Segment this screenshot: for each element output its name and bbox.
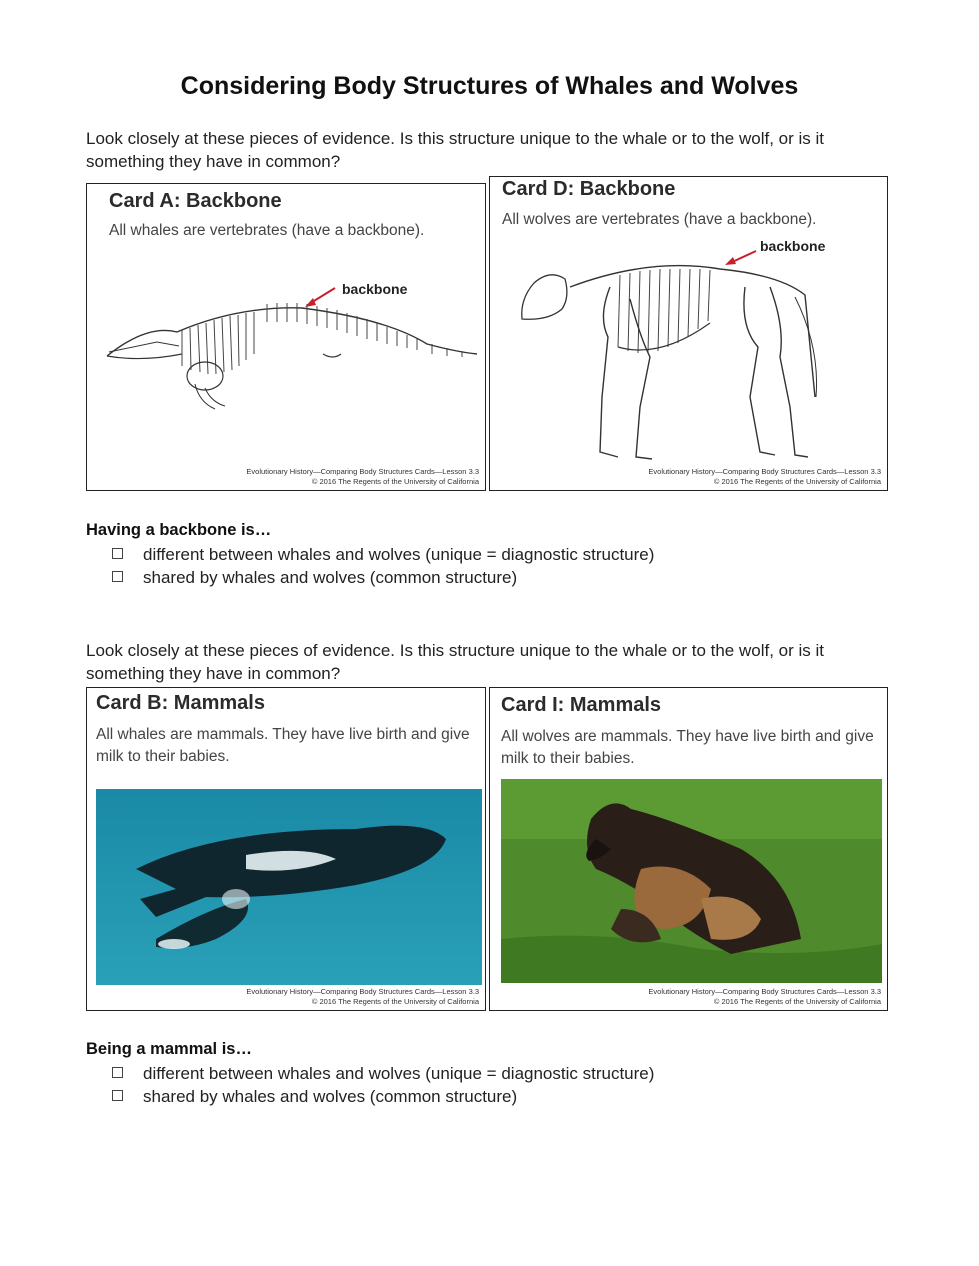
wolf-with-pups-photo xyxy=(501,779,882,983)
card-d-credit xyxy=(648,467,881,487)
question-1-option-shared[interactable] xyxy=(112,568,517,588)
question-2-heading: Being a mammal is… xyxy=(86,1040,252,1058)
card-b xyxy=(86,687,486,1011)
card-i-credit-line1: Evolutionary History—Comparing Body Structures Cards—Lesson 3.3 xyxy=(648,987,881,996)
intro-text-1: Look closely at these pieces of evidence. Is this structure unique to the whale or to the wolf, or is it something they have in common? xyxy=(86,129,825,171)
card-d-desc: All wolves are vertebrates (have a backbone). xyxy=(502,211,817,228)
question-2-option-different[interactable] xyxy=(112,1064,654,1084)
card-i-credit-line2: © 2016 The Regents of the University of California xyxy=(713,997,881,1006)
card-d-backbone-label: backbone xyxy=(760,238,826,254)
card-i-credit xyxy=(648,987,881,1007)
card-b-title: Card B: Mammals xyxy=(96,692,265,714)
card-d xyxy=(489,176,888,491)
question-2-option-shared[interactable] xyxy=(112,1087,517,1107)
card-b-credit-line1: Evolutionary History—Comparing Body Structures Cards—Lesson 3.3 xyxy=(246,987,479,996)
question-1-heading: Having a backbone is… xyxy=(86,521,272,539)
card-a-desc: All whales are vertebrates (have a backbone). xyxy=(109,222,425,239)
card-a-title: Card A: Backbone xyxy=(109,190,282,212)
card-a-credit xyxy=(246,467,479,487)
wolf-skeleton-illustration xyxy=(490,247,888,467)
checkbox-icon[interactable] xyxy=(112,548,123,559)
card-i xyxy=(489,687,888,1011)
card-b-credit-line2: © 2016 The Regents of the University of California xyxy=(311,997,479,1006)
checkbox-icon[interactable] xyxy=(112,571,123,582)
card-a-credit-line1: Evolutionary History—Comparing Body Structures Cards—Lesson 3.3 xyxy=(246,467,479,476)
card-b-desc: All whales are mammals. They have live birth and give milk to their babies. xyxy=(96,726,470,765)
card-a-backbone-label: backbone xyxy=(342,281,408,297)
question-1-option-different[interactable] xyxy=(112,545,654,565)
card-d-credit-line1: Evolutionary History—Comparing Body Structures Cards—Lesson 3.3 xyxy=(648,467,881,476)
orca-photo xyxy=(96,789,482,985)
option-label: different between whales and wolves (unique = diagnostic structure) xyxy=(143,545,655,564)
card-i-title: Card I: Mammals xyxy=(501,694,662,716)
intro-text-2: Look closely at these pieces of evidence. Is this structure unique to the whale or to the wolf, or is it something they have in common? xyxy=(86,641,825,683)
option-label: different between whales and wolves (unique = diagnostic structure) xyxy=(143,1064,655,1083)
card-b-credit xyxy=(246,987,479,1007)
card-a-credit-line2: © 2016 The Regents of the University of California xyxy=(311,477,479,486)
option-label: shared by whales and wolves (common structure) xyxy=(143,1087,518,1106)
page-title: Considering Body Structures of Whales and Wolves xyxy=(180,72,799,100)
option-label: shared by whales and wolves (common structure) xyxy=(143,568,518,587)
checkbox-icon[interactable] xyxy=(112,1067,123,1078)
card-a xyxy=(86,183,486,491)
whale-skeleton-illustration xyxy=(87,284,486,484)
card-i-desc: All wolves are mammals. They have live birth and give milk to their babies. xyxy=(501,728,874,767)
card-d-credit-line2: © 2016 The Regents of the University of California xyxy=(713,477,881,486)
checkbox-icon[interactable] xyxy=(112,1090,123,1101)
card-d-title: Card D: Backbone xyxy=(502,178,676,200)
